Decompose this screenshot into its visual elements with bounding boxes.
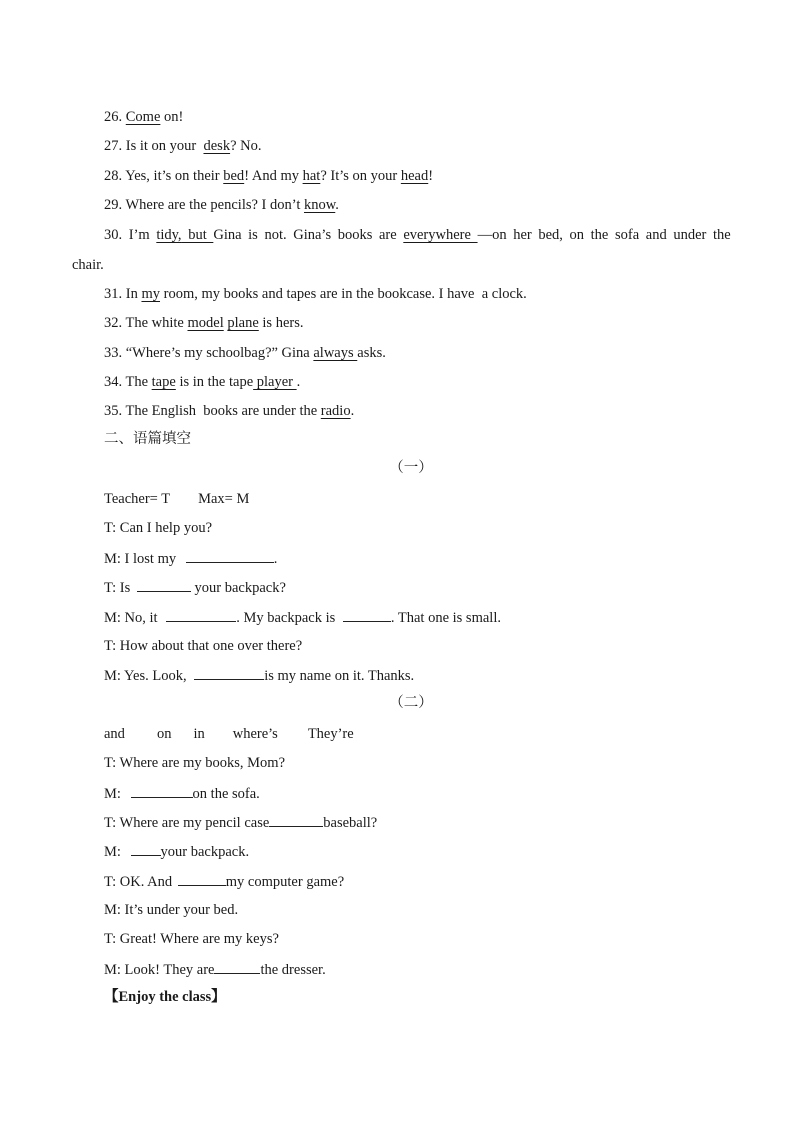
item-number: 30. bbox=[104, 227, 123, 243]
part2-title: （二） bbox=[389, 695, 433, 711]
dialogue-line bbox=[104, 666, 414, 685]
word-bank bbox=[104, 725, 354, 743]
fill-blank[interactable] bbox=[186, 549, 274, 563]
answer-26 bbox=[104, 108, 183, 126]
dialogue-text: your backpack? bbox=[190, 580, 286, 596]
answer-35 bbox=[104, 402, 354, 420]
answer-word: tidy, bbox=[156, 227, 182, 243]
item-number: 35. bbox=[104, 403, 123, 419]
sentence-text: is in the tape bbox=[175, 374, 254, 390]
sentence-text: . bbox=[335, 197, 339, 213]
dialogue-text: is my name on it. Thanks. bbox=[264, 668, 415, 684]
role-legend bbox=[104, 490, 249, 508]
item-number: 31. bbox=[104, 286, 123, 302]
sentence-text: The English books are under the bbox=[122, 403, 321, 419]
item-number: 34. bbox=[104, 374, 123, 390]
dialogue-text: on the sofa. bbox=[192, 786, 260, 802]
dialogue-text: M: Yes. Look, bbox=[104, 668, 191, 684]
section-heading: 二、语篇填空 bbox=[104, 431, 191, 447]
fill-blank[interactable] bbox=[137, 578, 191, 592]
dialogue-text: T: OK. And bbox=[104, 874, 176, 890]
fill-blank[interactable] bbox=[269, 813, 323, 827]
dialogue-text: my computer game? bbox=[225, 874, 345, 890]
sentence-text: In bbox=[122, 286, 142, 302]
dialogue-line: T: How about that one over there? bbox=[104, 638, 303, 654]
item-number: 27. bbox=[104, 138, 123, 154]
sentence-text: “Where’s my schoolbag?” Gina bbox=[122, 345, 314, 361]
fill-blank[interactable] bbox=[178, 872, 226, 886]
dialogue-text: . My backpack is bbox=[236, 610, 339, 626]
word-bank-item: where’s bbox=[232, 726, 278, 742]
fill-blank[interactable] bbox=[343, 608, 391, 622]
answer-word: my bbox=[141, 286, 160, 302]
answer-word: player bbox=[253, 374, 297, 390]
dialogue-line bbox=[104, 960, 326, 979]
dialogue-text: your backpack. bbox=[160, 844, 250, 860]
sentence-text: . bbox=[350, 403, 355, 419]
word-bank-item: on bbox=[156, 726, 172, 742]
answer-word: everywhere bbox=[403, 227, 478, 243]
answer-word: plane bbox=[227, 315, 259, 331]
item-number: 33. bbox=[104, 345, 123, 361]
answer-33 bbox=[104, 344, 386, 362]
sentence-text: ! And my bbox=[244, 168, 303, 184]
sentence-text: ? No. bbox=[230, 138, 262, 154]
dialogue-line bbox=[104, 608, 501, 627]
sentence-text: Yes, it’s on their bbox=[122, 168, 224, 184]
word-bank-item: in bbox=[193, 726, 205, 742]
answer-word: tape bbox=[151, 374, 176, 390]
dialogue-text: M: Look! They are bbox=[104, 962, 215, 978]
word-bank-item: They’re bbox=[307, 726, 354, 742]
answer-30 bbox=[104, 226, 754, 244]
answer-word: desk bbox=[203, 138, 231, 154]
dialogue-line bbox=[104, 872, 344, 891]
dialogue-line bbox=[104, 578, 286, 597]
sentence-text: The bbox=[122, 374, 152, 390]
dialogue-text: baseball? bbox=[323, 815, 378, 831]
sentence-text: ! bbox=[428, 168, 434, 184]
sentence-text: room, my books and tapes are in the bookcase. I have a clock. bbox=[160, 286, 527, 302]
answer-27 bbox=[104, 137, 262, 155]
fill-blank[interactable] bbox=[194, 666, 264, 680]
enjoy-the-class-heading: 【Enjoy the class】 bbox=[104, 989, 226, 1005]
dialogue-text: T: Is bbox=[104, 580, 134, 596]
dialogue-line: T: Great! Where are my keys? bbox=[104, 931, 279, 947]
item-number: 28. bbox=[104, 168, 123, 184]
dialogue-text: . bbox=[273, 551, 278, 567]
sentence-text: Is it on your bbox=[122, 138, 200, 154]
dialogue-line bbox=[104, 549, 277, 568]
sentence-text: is hers. bbox=[258, 315, 304, 331]
dialogue-text: . That one is small. bbox=[390, 610, 501, 626]
item-number: 32. bbox=[104, 315, 123, 331]
dialogue-line: T: Where are my books, Mom? bbox=[104, 755, 286, 771]
max-legend: Max= M bbox=[198, 491, 250, 507]
dialogue-text: M: I lost my bbox=[104, 551, 180, 567]
dialogue-text: M: bbox=[104, 844, 125, 860]
dialogue-line: M: It’s under your bed. bbox=[104, 902, 239, 918]
answer-30-continued: chair. bbox=[72, 257, 104, 273]
dialogue-text: M: No, it bbox=[104, 610, 162, 626]
answer-word: but bbox=[181, 227, 214, 243]
fill-blank[interactable] bbox=[131, 784, 193, 798]
item-number: 29. bbox=[104, 197, 123, 213]
sentence-text: . bbox=[296, 374, 301, 390]
answer-29 bbox=[104, 196, 339, 214]
sentence-text: —on her bed, on the sofa and under the bbox=[477, 227, 731, 243]
item-number: 26. bbox=[104, 109, 123, 125]
dialogue-text: M: bbox=[104, 786, 125, 802]
sentence-text: asks. bbox=[357, 345, 386, 361]
sentence-text: Where are the pencils? I don’t bbox=[122, 197, 304, 213]
fill-blank[interactable] bbox=[131, 842, 161, 856]
answer-word: know bbox=[303, 197, 336, 213]
sentence-text: Gina is not. Gina’s books are bbox=[213, 227, 404, 243]
answer-word: Come bbox=[125, 109, 161, 125]
answer-word: always bbox=[313, 345, 358, 361]
answer-word: hat bbox=[302, 168, 321, 184]
dialogue-line: T: Can I help you? bbox=[104, 520, 212, 536]
answer-28 bbox=[104, 167, 433, 185]
fill-blank[interactable] bbox=[214, 960, 260, 974]
dialogue-line bbox=[104, 813, 377, 832]
fill-blank[interactable] bbox=[166, 608, 236, 622]
dialogue-line bbox=[104, 784, 260, 803]
sentence-text: ? It’s on your bbox=[320, 168, 401, 184]
dialogue-line bbox=[104, 842, 249, 861]
word-bank-item: and bbox=[104, 726, 125, 742]
part1-title: （一） bbox=[389, 460, 433, 476]
sentence-text: The white bbox=[122, 315, 188, 331]
dialogue-text: T: Where are my pencil case bbox=[104, 815, 270, 831]
answer-word: radio bbox=[320, 403, 351, 419]
answer-word: bed bbox=[223, 168, 245, 184]
answer-31 bbox=[104, 285, 527, 303]
sentence-text: I’m bbox=[122, 227, 157, 243]
answer-word: model bbox=[187, 315, 224, 331]
answer-34 bbox=[104, 373, 300, 391]
teacher-legend: Teacher= T bbox=[104, 491, 171, 507]
answer-32 bbox=[104, 314, 304, 332]
answer-word: head bbox=[400, 168, 429, 184]
sentence-text: on! bbox=[160, 109, 184, 125]
dialogue-text: the dresser. bbox=[260, 962, 326, 978]
